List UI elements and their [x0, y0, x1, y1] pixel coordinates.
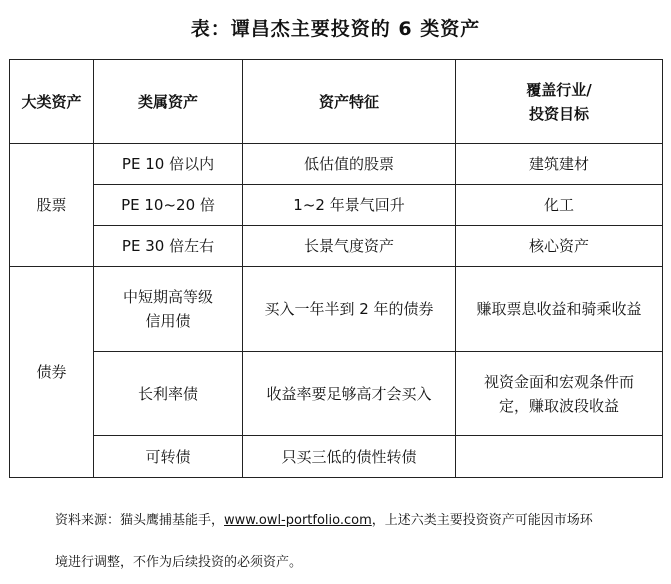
- cell-target: [456, 352, 663, 436]
- cell-target: 核心资产: [456, 226, 663, 267]
- header-asset-feature: 资产特征: [243, 60, 456, 144]
- cell-sub-asset: PE 30 倍左右: [94, 226, 243, 267]
- cell-target: 赚取票息收益和骑乘收益: [456, 267, 663, 352]
- cell-feature: 1~2 年景气回升: [243, 185, 456, 226]
- cell-target-line2: 定，赚取波段收益: [498, 396, 619, 415]
- header-target-line1: 覆盖行业/: [526, 80, 592, 99]
- cell-sub-asset: PE 10 倍以内: [94, 144, 243, 185]
- cell-target: 建筑建材: [456, 144, 663, 185]
- source-note: [55, 500, 625, 584]
- assets-table: [9, 59, 663, 478]
- source-link[interactable]: www.owl-portfolio.com: [224, 513, 372, 528]
- cell-feature: 收益率要足够高才会买入: [243, 352, 456, 436]
- table-row: [10, 436, 663, 478]
- header-target-line2: 投资目标: [528, 104, 589, 123]
- table-row: [10, 144, 663, 185]
- cell-sub-asset: PE 10~20 倍: [94, 185, 243, 226]
- category-bond: 债券: [10, 267, 94, 478]
- cell-target: 化工: [456, 185, 663, 226]
- cell-sub-asset: 长利率债: [94, 352, 243, 436]
- table-row: [10, 267, 663, 352]
- header-sub-asset: 类属资产: [94, 60, 243, 144]
- table-title: 表：谭昌杰主要投资的 6 类资产: [190, 18, 481, 40]
- cell-sub-asset: [94, 267, 243, 352]
- table-row: [10, 352, 663, 436]
- source-prefix: 资料来源：猫头鹰捕基能手，: [55, 513, 225, 528]
- table-row: [10, 185, 663, 226]
- header-major-asset: 大类资产: [10, 60, 94, 144]
- table-header-row: [10, 60, 663, 144]
- source-line2: 境进行调整，不作为后续投资的必须资产。: [55, 555, 303, 570]
- category-stock: 股票: [10, 144, 94, 267]
- table-row: [10, 226, 663, 267]
- cell-feature: 买入一年半到 2 年的债券: [243, 267, 456, 352]
- cell-feature: 只买三低的债性转债: [243, 436, 456, 478]
- cell-sub-asset-line2: 信用债: [145, 312, 191, 330]
- cell-target: [456, 436, 663, 478]
- source-suffix: ，上述六类主要投资资产可能因市场环: [371, 513, 593, 528]
- cell-target-line1: 视资金面和宏观条件而: [483, 372, 634, 391]
- cell-sub-asset-line1: 中短期高等级: [122, 288, 213, 306]
- header-target: [456, 60, 663, 144]
- cell-sub-asset: 可转债: [94, 436, 243, 478]
- cell-feature: 长景气度资产: [243, 226, 456, 267]
- cell-feature: 低估值的股票: [243, 144, 456, 185]
